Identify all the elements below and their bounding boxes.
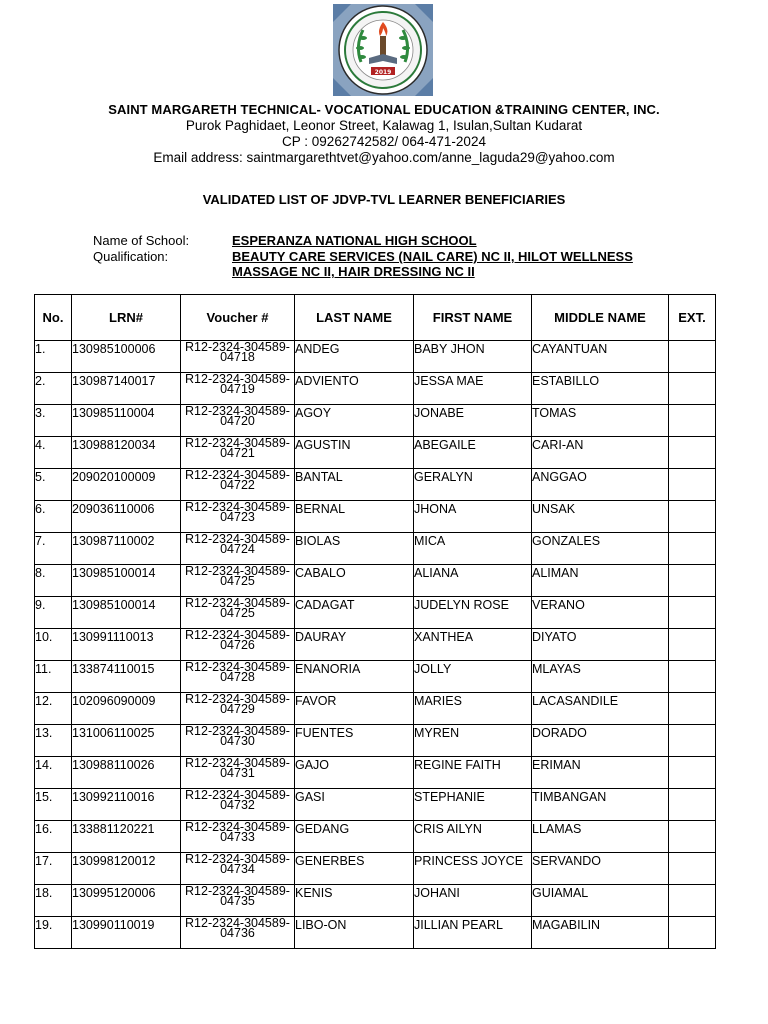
cell-voucher: [181, 789, 295, 821]
table-row: [35, 725, 716, 757]
cell-middle-name: CARI-AN: [532, 437, 669, 469]
cell-middle-name: ALIMAN: [532, 565, 669, 597]
cell-ext: [669, 373, 716, 405]
cell-voucher: [181, 341, 295, 373]
cell-first-name: JESSA MAE: [414, 373, 532, 405]
voucher-line-1: R12-2324-304589-: [185, 788, 290, 802]
cell-lrn: 209036110006: [72, 501, 181, 533]
cell-last-name: CADAGAT: [295, 597, 414, 629]
cell-ext: [669, 533, 716, 565]
institution-name: SAINT MARGARETH TECHNICAL- VOCATIONAL EDUCATION &TRAINING CENTER, INC.: [108, 102, 660, 117]
cell-first-name: JUDELYN ROSE: [414, 597, 532, 629]
school-seal-logo: [333, 4, 433, 96]
voucher-line-2: 04718: [220, 350, 255, 364]
cell-no: 14.: [35, 757, 72, 789]
cell-first-name: JHONA: [414, 501, 532, 533]
voucher-line-1: R12-2324-304589-: [185, 500, 290, 514]
cell-no: 10.: [35, 629, 72, 661]
cell-voucher: [181, 853, 295, 885]
cell-ext: [669, 885, 716, 917]
cell-last-name: ANDEG: [295, 341, 414, 373]
cell-voucher: [181, 821, 295, 853]
cell-last-name: AGUSTIN: [295, 437, 414, 469]
voucher-line-1: R12-2324-304589-: [185, 724, 290, 738]
table-row: [35, 405, 716, 437]
cell-lrn: 130985100014: [72, 565, 181, 597]
cell-voucher: [181, 725, 295, 757]
cell-first-name: PRINCESS JOYCE: [414, 853, 532, 885]
voucher-line-1: R12-2324-304589-: [185, 404, 290, 418]
voucher-line-1: R12-2324-304589-: [185, 852, 290, 866]
cell-first-name: GERALYN: [414, 469, 532, 501]
voucher-line-1: R12-2324-304589-: [185, 756, 290, 770]
cell-no: 5.: [35, 469, 72, 501]
cell-middle-name: ERIMAN: [532, 757, 669, 789]
cell-lrn: 209020100009: [72, 469, 181, 501]
table-row: [35, 373, 716, 405]
table-row: [35, 661, 716, 693]
cell-no: 11.: [35, 661, 72, 693]
voucher-line-1: R12-2324-304589-: [185, 916, 290, 930]
cell-no: 16.: [35, 821, 72, 853]
qualification-line-1: BEAUTY CARE SERVICES (NAIL CARE) NC II, HILOT WELLNESS: [232, 249, 633, 264]
voucher-line-1: R12-2324-304589-: [185, 820, 290, 834]
cell-middle-name: LACASANDILE: [532, 693, 669, 725]
cell-voucher: [181, 757, 295, 789]
cell-last-name: GENERBES: [295, 853, 414, 885]
col-header-first-name: FIRST NAME: [414, 295, 532, 341]
voucher-line-2: 04722: [220, 478, 255, 492]
table-row: [35, 917, 716, 949]
cell-no: 4.: [35, 437, 72, 469]
voucher-line-2: 04736: [220, 926, 255, 940]
table-header-row: [35, 295, 716, 341]
cell-middle-name: CAYANTUAN: [532, 341, 669, 373]
table-row: [35, 693, 716, 725]
cell-no: 17.: [35, 853, 72, 885]
voucher-line-2: 04735: [220, 894, 255, 908]
table-row: [35, 629, 716, 661]
cell-last-name: DAURAY: [295, 629, 414, 661]
voucher-line-1: R12-2324-304589-: [185, 436, 290, 450]
voucher-line-2: 04731: [220, 766, 255, 780]
table-row: [35, 501, 716, 533]
cell-voucher: [181, 373, 295, 405]
cell-voucher: [181, 661, 295, 693]
cell-ext: [669, 821, 716, 853]
cell-voucher: [181, 565, 295, 597]
table-row: [35, 533, 716, 565]
cell-last-name: BERNAL: [295, 501, 414, 533]
voucher-line-2: 04723: [220, 510, 255, 524]
cell-ext: [669, 661, 716, 693]
cell-middle-name: SERVANDO: [532, 853, 669, 885]
cell-middle-name: ANGGAO: [532, 469, 669, 501]
table-row: [35, 821, 716, 853]
cell-lrn: 130987140017: [72, 373, 181, 405]
qualification-value: [232, 249, 692, 279]
cell-voucher: [181, 469, 295, 501]
institution-email: Email address: saintmargarethtvet@yahoo.com/anne_laguda29@yahoo.com: [153, 150, 615, 165]
voucher-line-2: 04721: [220, 446, 255, 460]
col-header-voucher: Voucher #: [181, 295, 295, 341]
cell-middle-name: TIMBANGAN: [532, 789, 669, 821]
cell-first-name: REGINE FAITH: [414, 757, 532, 789]
table-row: [35, 565, 716, 597]
voucher-line-2: 04726: [220, 638, 255, 652]
table-row: [35, 757, 716, 789]
cell-first-name: JOHANI: [414, 885, 532, 917]
cell-ext: [669, 565, 716, 597]
document-title: VALIDATED LIST OF JDVP-TVL LEARNER BENEFICIARIES: [202, 192, 566, 207]
table-row: [35, 885, 716, 917]
beneficiaries-table: [34, 294, 716, 949]
col-header-ext: EXT.: [669, 295, 716, 341]
cell-lrn: 130988120034: [72, 437, 181, 469]
cell-voucher: [181, 501, 295, 533]
cell-lrn: 133881120221: [72, 821, 181, 853]
cell-lrn: 130992110016: [72, 789, 181, 821]
col-header-lrn: LRN#: [72, 295, 181, 341]
cell-middle-name: UNSAK: [532, 501, 669, 533]
cell-last-name: BANTAL: [295, 469, 414, 501]
voucher-line-1: R12-2324-304589-: [185, 596, 290, 610]
table-row: [35, 789, 716, 821]
school-value: ESPERANZA NATIONAL HIGH SCHOOL: [232, 233, 477, 248]
cell-no: 2.: [35, 373, 72, 405]
cell-first-name: STEPHANIE: [414, 789, 532, 821]
cell-voucher: [181, 597, 295, 629]
cell-lrn: 131006110025: [72, 725, 181, 757]
cell-lrn: 130998120012: [72, 853, 181, 885]
voucher-line-2: 04724: [220, 542, 255, 556]
cell-no: 3.: [35, 405, 72, 437]
cell-ext: [669, 469, 716, 501]
voucher-line-2: 04719: [220, 382, 255, 396]
cell-first-name: JOLLY: [414, 661, 532, 693]
cell-no: 12.: [35, 693, 72, 725]
cell-ext: [669, 757, 716, 789]
voucher-line-1: R12-2324-304589-: [185, 468, 290, 482]
institution-contact: CP : 09262742582/ 064-471-2024: [282, 134, 486, 149]
voucher-line-1: R12-2324-304589-: [185, 372, 290, 386]
cell-voucher: [181, 533, 295, 565]
table-row: [35, 597, 716, 629]
cell-no: 1.: [35, 341, 72, 373]
cell-lrn: 102096090009: [72, 693, 181, 725]
cell-middle-name: GONZALES: [532, 533, 669, 565]
cell-last-name: KENIS: [295, 885, 414, 917]
table-row: [35, 853, 716, 885]
cell-first-name: MICA: [414, 533, 532, 565]
logo-year: 2019: [374, 69, 392, 76]
cell-lrn: 130990110019: [72, 917, 181, 949]
cell-middle-name: DIYATO: [532, 629, 669, 661]
voucher-line-2: 04733: [220, 830, 255, 844]
cell-no: 6.: [35, 501, 72, 533]
cell-lrn: 133874110015: [72, 661, 181, 693]
voucher-line-2: 04732: [220, 798, 255, 812]
cell-first-name: JILLIAN PEARL: [414, 917, 532, 949]
col-header-no: No.: [35, 295, 72, 341]
cell-no: 19.: [35, 917, 72, 949]
col-header-last-name: LAST NAME: [295, 295, 414, 341]
voucher-line-2: 04720: [220, 414, 255, 428]
voucher-line-1: R12-2324-304589-: [185, 692, 290, 706]
voucher-line-1: R12-2324-304589-: [185, 532, 290, 546]
cell-first-name: BABY JHON: [414, 341, 532, 373]
voucher-line-1: R12-2324-304589-: [185, 628, 290, 642]
school-label: Name of School:: [93, 233, 190, 248]
cell-last-name: GEDANG: [295, 821, 414, 853]
cell-middle-name: DORADO: [532, 725, 669, 757]
qualification-label: Qualification:: [93, 249, 169, 264]
cell-lrn: 130995120006: [72, 885, 181, 917]
cell-middle-name: TOMAS: [532, 405, 669, 437]
qualification-line-2: MASSAGE NC II, HAIR DRESSING NC II: [232, 264, 475, 279]
cell-no: 13.: [35, 725, 72, 757]
cell-ext: [669, 789, 716, 821]
cell-ext: [669, 853, 716, 885]
cell-ext: [669, 341, 716, 373]
cell-lrn: 130985100014: [72, 597, 181, 629]
cell-last-name: FAVOR: [295, 693, 414, 725]
voucher-line-2: 04725: [220, 606, 255, 620]
cell-voucher: [181, 629, 295, 661]
cell-last-name: CABALO: [295, 565, 414, 597]
cell-no: 18.: [35, 885, 72, 917]
voucher-line-2: 04734: [220, 862, 255, 876]
cell-first-name: CRIS AILYN: [414, 821, 532, 853]
voucher-line-1: R12-2324-304589-: [185, 340, 290, 354]
voucher-line-1: R12-2324-304589-: [185, 564, 290, 578]
voucher-line-2: 04728: [220, 670, 255, 684]
cell-middle-name: LLAMAS: [532, 821, 669, 853]
cell-middle-name: GUIAMAL: [532, 885, 669, 917]
cell-ext: [669, 693, 716, 725]
cell-ext: [669, 501, 716, 533]
institution-address: Purok Paghidaet, Leonor Street, Kalawag 1, Isulan,Sultan Kudarat: [185, 118, 583, 133]
cell-ext: [669, 405, 716, 437]
cell-voucher: [181, 917, 295, 949]
cell-lrn: 130985110004: [72, 405, 181, 437]
cell-first-name: MYREN: [414, 725, 532, 757]
cell-last-name: AGOY: [295, 405, 414, 437]
cell-voucher: [181, 885, 295, 917]
cell-first-name: MARIES: [414, 693, 532, 725]
col-header-middle-name: MIDDLE NAME: [532, 295, 669, 341]
table-row: [35, 341, 716, 373]
cell-ext: [669, 437, 716, 469]
voucher-line-2: 04729: [220, 702, 255, 716]
cell-first-name: ABEGAILE: [414, 437, 532, 469]
cell-middle-name: MAGABILIN: [532, 917, 669, 949]
cell-middle-name: MLAYAS: [532, 661, 669, 693]
cell-no: 7.: [35, 533, 72, 565]
cell-last-name: BIOLAS: [295, 533, 414, 565]
cell-last-name: FUENTES: [295, 725, 414, 757]
table-row: [35, 469, 716, 501]
voucher-line-2: 04725: [220, 574, 255, 588]
voucher-line-2: 04730: [220, 734, 255, 748]
cell-lrn: 130985100006: [72, 341, 181, 373]
cell-last-name: ADVIENTO: [295, 373, 414, 405]
cell-first-name: JONABE: [414, 405, 532, 437]
cell-lrn: 130988110026: [72, 757, 181, 789]
table-row: [35, 437, 716, 469]
cell-voucher: [181, 405, 295, 437]
cell-last-name: ENANORIA: [295, 661, 414, 693]
cell-last-name: GASI: [295, 789, 414, 821]
cell-no: 15.: [35, 789, 72, 821]
cell-last-name: LIBO-ON: [295, 917, 414, 949]
voucher-line-1: R12-2324-304589-: [185, 884, 290, 898]
cell-ext: [669, 725, 716, 757]
cell-middle-name: ESTABILLO: [532, 373, 669, 405]
cell-first-name: ALIANA: [414, 565, 532, 597]
cell-middle-name: VERANO: [532, 597, 669, 629]
cell-voucher: [181, 437, 295, 469]
cell-ext: [669, 597, 716, 629]
cell-no: 9.: [35, 597, 72, 629]
cell-ext: [669, 629, 716, 661]
cell-ext: [669, 917, 716, 949]
cell-lrn: 130991110013: [72, 629, 181, 661]
voucher-line-1: R12-2324-304589-: [185, 660, 290, 674]
cell-voucher: [181, 693, 295, 725]
cell-no: 8.: [35, 565, 72, 597]
cell-last-name: GAJO: [295, 757, 414, 789]
cell-first-name: XANTHEA: [414, 629, 532, 661]
cell-lrn: 130987110002: [72, 533, 181, 565]
